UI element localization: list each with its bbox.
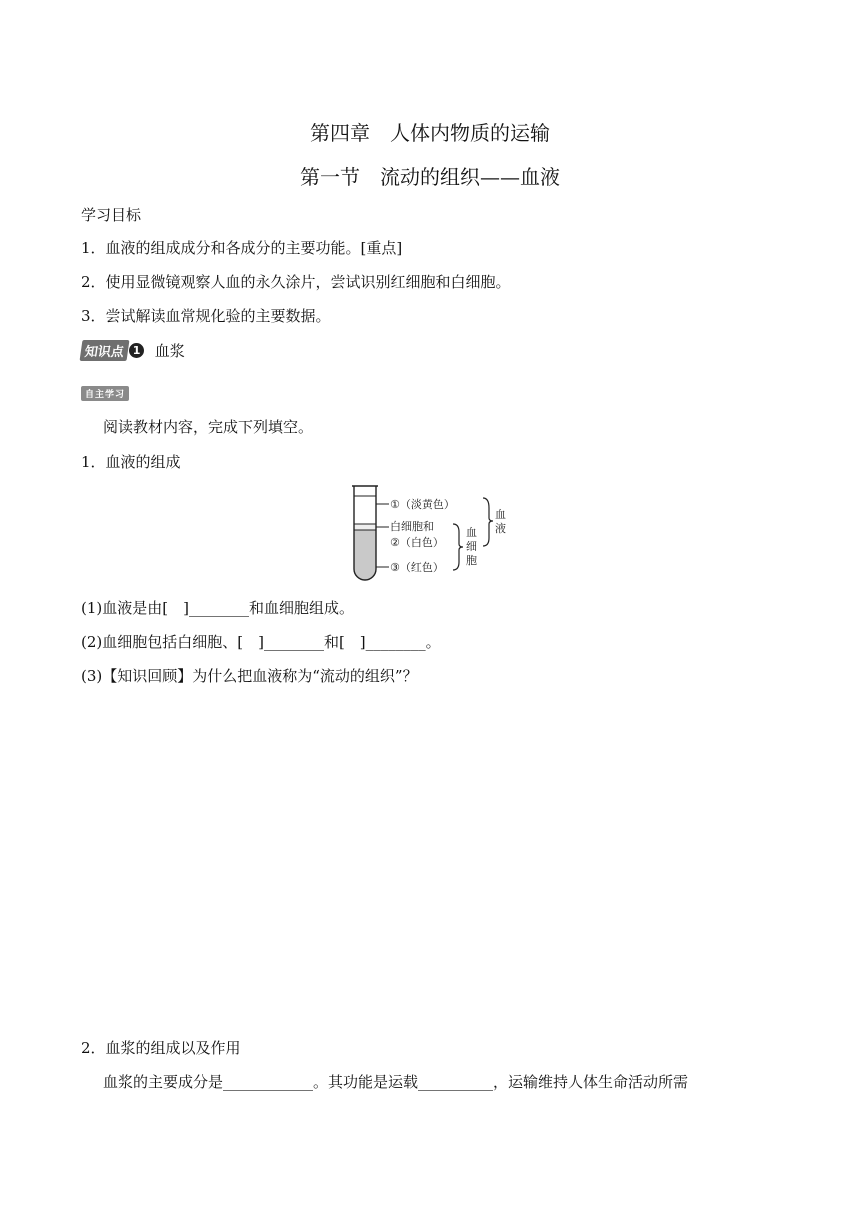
blood-label-char: 血: [495, 508, 506, 521]
knowledge-point-badge: 知识点: [80, 340, 130, 361]
blood-label-char: 液: [495, 522, 506, 535]
knowledge-point-number: 1: [129, 343, 144, 358]
question-3: (3)【知识回顾】为什么把血液称为“流动的组织”？: [81, 667, 418, 685]
blood-cells-label-char: 血: [466, 526, 477, 539]
blood-cells-label-char: 细: [466, 540, 477, 553]
chapter-title: 第四章 人体内物质的运输: [310, 121, 550, 145]
blood-cells-label-char: 胞: [466, 554, 477, 567]
layer1-label: ①（淡黄色）: [390, 498, 455, 511]
layer3-label: ③（红色）: [390, 561, 444, 574]
objective-item: 2．使用显微镜观察人血的永久涂片，尝试识别红细胞和白细胞。: [81, 273, 511, 291]
study-badge: [81, 383, 129, 401]
layer2-label-bottom: ②（白色）: [390, 536, 444, 549]
red-cell-layer: [354, 530, 376, 580]
knowledge-point-header: [81, 340, 185, 361]
section-title: 第一节 流动的组织——血液: [300, 165, 560, 189]
layer2-label-top: 白细胞和: [390, 520, 434, 533]
instruction-text: 阅读教材内容，完成下列填空。: [103, 418, 314, 436]
part2-text: 血浆的主要成分是____________。其功能是运载__________，运输维持人体生命活动所需: [103, 1073, 689, 1091]
objective-item: 3．尝试解读血常规化验的主要数据。: [81, 307, 331, 325]
white-cell-layer: [354, 524, 376, 530]
question-2: (2)血细胞包括白细胞、[ ]________和[ ]________。: [81, 633, 441, 651]
knowledge-point-title: 血浆: [154, 342, 185, 360]
part2-heading: 2．血浆的组成以及作用: [81, 1039, 241, 1057]
blood-brace: [483, 498, 493, 546]
objectives-heading: 学习目标: [81, 206, 142, 224]
blood-composition-diagram: [345, 480, 515, 585]
question-1: (1)血液是由[ ]________和血细胞组成。: [81, 599, 354, 617]
part1-heading: 1．血液的组成: [81, 453, 181, 471]
study-badge-label: 自主学习: [81, 386, 129, 401]
objective-item: 1．血液的组成成分和各成分的主要功能。[重点]: [81, 239, 403, 257]
blood-cells-brace: [453, 524, 463, 570]
